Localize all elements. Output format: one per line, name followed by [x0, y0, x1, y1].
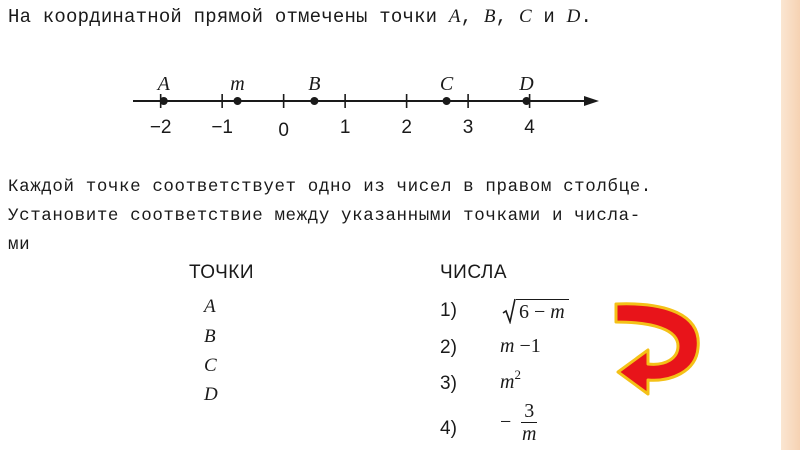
radical-icon	[502, 298, 516, 324]
heading-point-b: B	[483, 6, 496, 27]
point-dot-b	[310, 97, 318, 105]
tick-label: −2	[149, 117, 172, 138]
numbers-column-title: ЧИСЛА	[440, 262, 508, 283]
point-label-d: D	[519, 73, 534, 95]
point-label-d: D	[204, 384, 218, 405]
expr-m-squared	[500, 367, 521, 394]
decorative-side-stripe	[781, 0, 800, 450]
number-index-4: 4)	[440, 418, 457, 439]
arrow-shape	[616, 304, 698, 394]
number-line-arrowhead	[584, 96, 599, 106]
expr4-sign: −	[500, 411, 512, 433]
task-line-3: ми	[8, 235, 31, 255]
point-label-a: A	[157, 73, 170, 95]
task-text	[8, 173, 783, 260]
heading-comma-1: ,	[460, 6, 484, 28]
point-label-c: C	[439, 73, 454, 95]
tick-label: 4	[524, 117, 535, 138]
curved-return-arrow-icon	[610, 296, 710, 406]
point-label-a: A	[204, 296, 216, 317]
number-index-3: 3)	[440, 373, 457, 394]
point-label-m: m	[230, 73, 245, 95]
point-dot-a	[160, 97, 168, 105]
expr4-fraction	[521, 400, 537, 445]
points-column-title: ТОЧКИ	[189, 262, 255, 283]
heading-point-c: C	[518, 6, 532, 27]
expr3-var: m	[500, 371, 515, 393]
tick-label: 0	[278, 120, 289, 141]
heading-comma-2: ,	[495, 6, 519, 28]
expr-m-minus-1	[500, 335, 541, 358]
point-dot-c	[443, 97, 451, 105]
expr4-numerator: 3	[521, 400, 537, 423]
number-index-2: 2)	[440, 337, 457, 358]
sqrt-sign-icon	[502, 298, 569, 324]
number-index-1: 1)	[440, 300, 457, 321]
heading-point-d: D	[566, 6, 581, 27]
radicand-var: m	[550, 301, 565, 323]
tick-label: 2	[401, 117, 412, 138]
number-line	[0, 0, 800, 160]
point-label-b: B	[204, 326, 216, 347]
point-label-c: C	[204, 355, 217, 376]
heading-and: и	[531, 6, 567, 28]
tick-label: −1	[211, 117, 233, 138]
expr3-exponent: 2	[514, 367, 521, 382]
tick-label: 3	[462, 117, 474, 138]
expr2-rest: −1	[514, 335, 541, 357]
expr2-var: m	[500, 335, 515, 357]
point-dot-d	[523, 97, 531, 105]
heading-period: .	[580, 6, 593, 28]
task-line-2: Установите соответствие между указанными точками и числа-	[8, 206, 641, 226]
heading-text: На координатной прямой отмечены точки	[8, 6, 449, 28]
point-label-b: B	[308, 73, 321, 95]
expr4-denominator: m	[522, 423, 537, 445]
expr-minus-3-over-m	[500, 400, 537, 445]
heading-point-a: A	[448, 6, 461, 27]
radicand-text: 6 −	[519, 301, 551, 323]
point-dot-m	[234, 97, 242, 105]
expr-sqrt	[502, 298, 569, 330]
tick-label: 1	[339, 117, 351, 138]
task-line-1: Каждой точке соответствует одно из чисел в правом столбце.	[8, 177, 652, 197]
